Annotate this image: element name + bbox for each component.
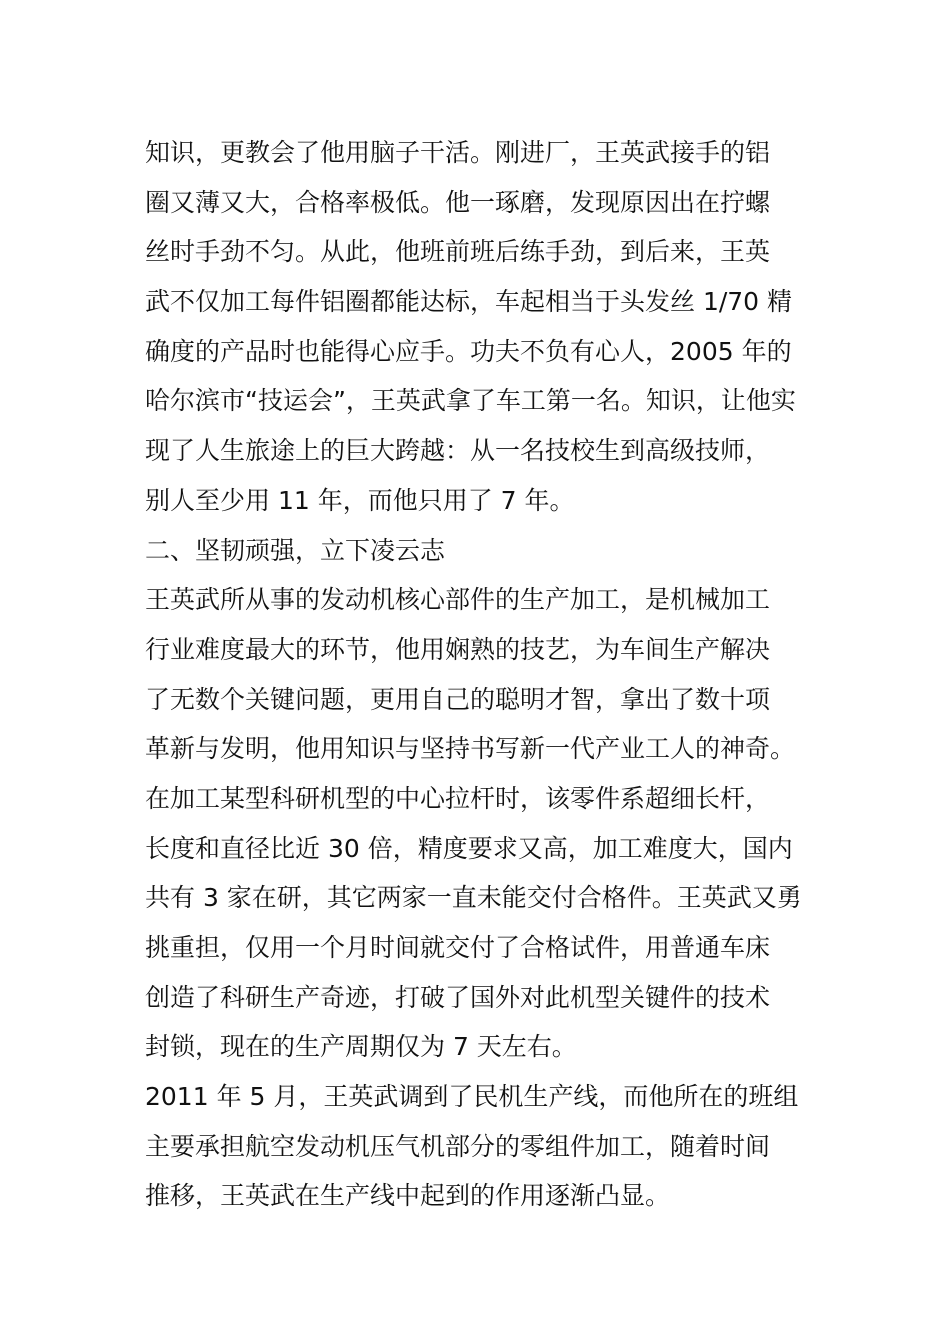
text-line: 革新与发明，他用知识与坚持书写新一代产业工人的神奇。	[145, 734, 796, 764]
section-heading: 二、坚韧顽强，立下凌云志	[145, 535, 446, 565]
text-line: 行业难度最大的环节，他用娴熟的技艺，为车间生产解决	[145, 634, 771, 664]
text-line: 挑重担，仅用一个月时间就交付了合格试件，用普通车床	[145, 933, 771, 962]
text-line: 2011 年 5 月，王英武调到了民机生产线，而他所在的班组	[145, 1082, 799, 1112]
text-line: 哈尔滨市“技运会”，王英武拿了车工第一名。知识，让他实	[145, 386, 796, 416]
text-line: 确度的产品时也能得心应手。功夫不负有心人，2005 年的	[145, 336, 792, 366]
text-line: 封锁，现在的生产周期仅为 7 天左右。	[145, 1032, 577, 1062]
text-line: 在加工某型科研机型的中心拉杆时，该零件系超细长杆，	[145, 783, 771, 813]
text-line: 现了人生旅途上的巨大跨越：从一名技校生到高级技师，	[145, 436, 771, 466]
text-line: 创造了科研生产奇迹，打破了国外对此机型关键件的技术	[145, 982, 771, 1012]
text-line: 了无数个关键问题，更用自己的聪明才智，拿出了数十项	[145, 684, 771, 714]
text-line: 长度和直径比近 30 倍，精度要求又高，加工难度大，国内	[145, 833, 793, 863]
text-line: 别人至少用 11 年，而他只用了 7 年。	[145, 485, 575, 515]
text-line: 主要承担航空发动机压气机部分的零组件加工，随着时间	[145, 1131, 771, 1161]
text-line: 丝时手劲不匀。从此，他班前班后练手劲，到后来，王英	[145, 237, 771, 267]
text-line: 武不仅加工每件铝圈都能达标，车起相当于头发丝 1/70 精	[145, 287, 793, 317]
body-text	[145, 128, 810, 1221]
text-line: 知识，更教会了他用脑子干活。刚进厂，王英武接手的铝	[145, 138, 771, 167]
text-line: 圈又薄又大，合格率极低。他一琢磨，发现原因出在拧螺	[145, 187, 771, 217]
text-line: 推移，王英武在生产线中起到的作用逐渐凸显。	[145, 1181, 671, 1211]
text-line: 王英武所从事的发动机核心部件的生产加工，是机械加工	[145, 585, 771, 615]
text-line: 共有 3 家在研，其它两家一直未能交付合格件。王英武又勇	[145, 883, 802, 913]
